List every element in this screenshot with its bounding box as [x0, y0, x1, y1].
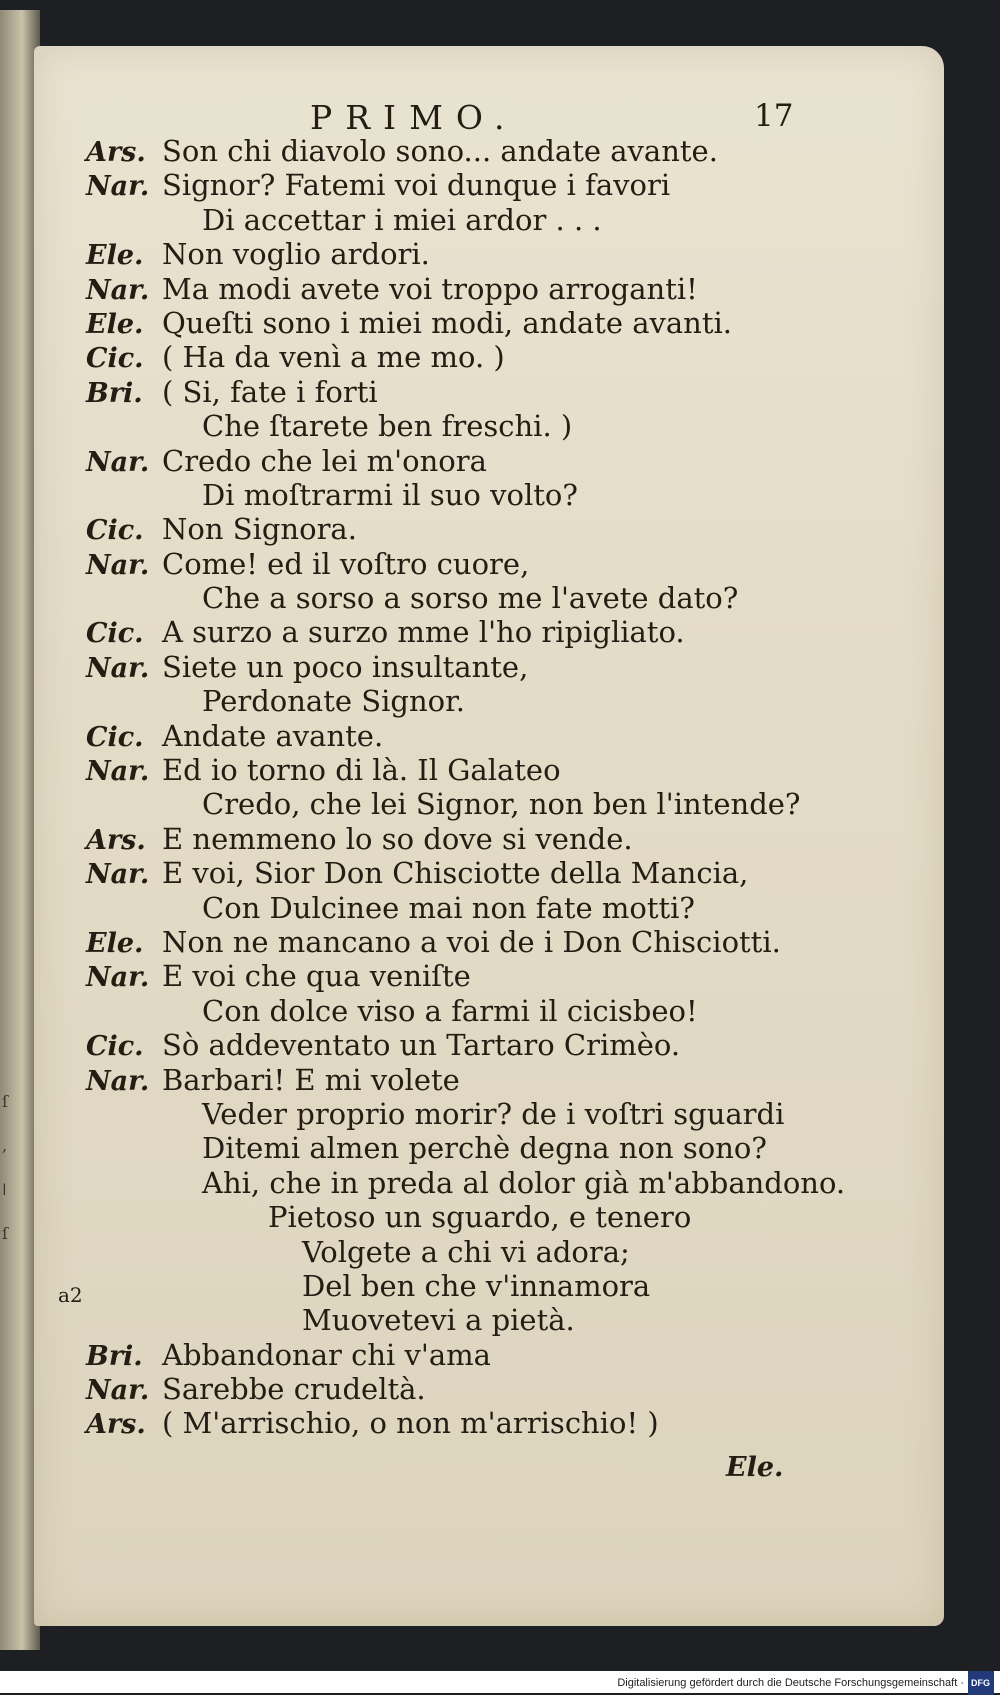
- speaker-label: Nar.: [86, 962, 150, 994]
- dialogue-line: [86, 512, 946, 546]
- dialogue-line: [86, 994, 946, 1028]
- dialogue-line: [86, 1200, 946, 1234]
- line-text: Non voglio ardori.: [162, 237, 430, 272]
- line-text: Sarebbe crudeltà.: [162, 1372, 426, 1407]
- dialogue-line: [86, 719, 946, 753]
- dialogue-line: [86, 753, 946, 787]
- dialogue-line: [86, 891, 946, 925]
- speaker-label: Ars.: [86, 137, 146, 168]
- dialogue-line: [86, 375, 946, 409]
- dialogue-line: [86, 959, 946, 993]
- dialogue-line: [86, 1063, 946, 1097]
- line-text: Perdonate Signor.: [202, 684, 465, 719]
- line-text: Di accettar i miei ardor . . .: [202, 202, 602, 237]
- line-text: Muovetevi a pietà.: [302, 1303, 575, 1338]
- speaker-label: Nar.: [86, 756, 150, 788]
- dialogue-line: [86, 1131, 946, 1165]
- speaker-label: Bri.: [86, 377, 143, 409]
- line-text: Barbari! E mi volete: [162, 1062, 460, 1097]
- dialogue-line: [86, 272, 946, 306]
- dialogue-line: [86, 478, 946, 512]
- dialogue-line: [86, 1372, 946, 1406]
- dialogue-line: [86, 409, 946, 443]
- a2-marker: a2: [58, 1283, 83, 1307]
- dialogue-line: [86, 856, 946, 890]
- speaker-label: Ele.: [86, 308, 144, 340]
- line-text: Con dolce viso a farmi il cicisbeo!: [202, 993, 698, 1028]
- line-text: Che ſtarete ben freschi. ): [202, 409, 573, 444]
- dialogue-line: [86, 1166, 946, 1200]
- line-text: Ditemi almen perchè degna non sono?: [202, 1131, 767, 1166]
- line-text: Son chi diavolo sono... andate avante.: [162, 134, 718, 168]
- line-text: E voi che qua veniſte: [162, 959, 471, 994]
- dialogue-line: [86, 650, 946, 684]
- speaker-label: Ars.: [86, 1409, 146, 1441]
- speaker-label: Nar.: [86, 549, 150, 581]
- dialogue-line: [86, 787, 946, 821]
- dialogue-line: [86, 306, 946, 340]
- line-text: ( Si, fate i forti: [162, 374, 378, 409]
- dialogue-line: [86, 1269, 946, 1303]
- speaker-label: Cic.: [86, 515, 144, 547]
- dialogue-line: [86, 444, 946, 478]
- dialogue-line: [86, 1028, 946, 1062]
- footer-credit: Digitalisierung gefördert durch die Deutsche Forschungsgemeinschaft ·: [617, 1676, 964, 1689]
- line-text: Credo che lei m'onora: [162, 443, 487, 478]
- speaker-label: Nar.: [86, 859, 150, 891]
- line-text: Del ben che v'innamora: [302, 1268, 651, 1303]
- line-text: Ma modi avete voi troppo arroganti!: [162, 271, 698, 306]
- line-text: Siete un poco insultante,: [162, 649, 529, 684]
- speaker-label: Nar.: [86, 1065, 150, 1097]
- line-text: Queſti sono i miei modi, andate avanti.: [162, 305, 732, 340]
- speaker-label: Ars.: [86, 824, 146, 856]
- line-text: Credo, che lei Signor, non ben l'intende?: [202, 787, 801, 822]
- speaker-label: Cic.: [86, 618, 144, 650]
- dialogue-line: [86, 547, 946, 581]
- dialogue-line: [86, 134, 946, 168]
- dialogue-line: [86, 340, 946, 374]
- speaker-label: Nar.: [86, 446, 150, 478]
- speaker-label: Cic.: [86, 721, 144, 753]
- line-text: ( Ha da venì a me mo. ): [162, 340, 505, 375]
- line-text: Non Signora.: [162, 512, 357, 547]
- speaker-label: Nar.: [86, 171, 150, 203]
- line-text: Di moſtrarmi il suo volto?: [202, 477, 578, 512]
- line-text: Non ne mancano a voi de i Don Chisciotti.: [162, 924, 781, 959]
- line-text: ( M'arrischio, o non m'arrischio! ): [162, 1406, 659, 1441]
- speaker-label: Ele.: [86, 240, 144, 272]
- speaker-label: Cic.: [86, 1031, 144, 1063]
- line-text: Abbandonar chi v'ama: [162, 1337, 491, 1372]
- line-text: E voi, Sior Don Chisciotte della Mancia,: [162, 856, 749, 891]
- line-text: Andate avante.: [162, 718, 384, 753]
- line-text: A surzo a surzo mme l'ho ripigliato.: [162, 615, 685, 650]
- line-text: Signor? Fatemi voi dunque i favori: [162, 168, 671, 203]
- dialogue-line: [86, 925, 946, 959]
- line-text: Ed io torno di là. Il Galateo: [162, 753, 561, 788]
- line-text: Sò addeventato un Tartaro Crimèo.: [162, 1028, 681, 1063]
- dialogue-line: [86, 203, 946, 237]
- dialogue-line: [86, 1097, 946, 1131]
- dialogue-line: [86, 1406, 946, 1440]
- dfg-logo: DFG: [968, 1671, 994, 1695]
- line-text: Pietoso un sguardo, e tenero: [268, 1200, 692, 1235]
- dialogue-line: [86, 1303, 946, 1337]
- line-text: Con Dulcinee mai non fate motti?: [202, 890, 695, 925]
- dialogue-line: [86, 684, 946, 718]
- line-text: E nemmeno lo so dove si vende.: [162, 821, 633, 856]
- catchword: Ele.: [726, 1452, 784, 1483]
- speaker-label: Ele.: [86, 927, 144, 959]
- speaker-label: Nar.: [86, 1375, 150, 1407]
- dialogue-line: [86, 615, 946, 649]
- dialogue-line: [86, 581, 946, 615]
- speaker-label: Nar.: [86, 274, 150, 306]
- dialogue-text-block: [86, 134, 946, 1441]
- line-text: Volgete a chi vi adora;: [302, 1234, 630, 1269]
- speaker-label: Bri.: [86, 1340, 143, 1372]
- line-text: Che a sorso a sorso me l'avete dato?: [202, 581, 739, 616]
- digitization-footer: [0, 1671, 1000, 1693]
- dialogue-line: [86, 822, 946, 856]
- dialogue-line: [86, 1235, 946, 1269]
- line-text: Veder proprio morir? de i voſtri sguardi: [202, 1096, 785, 1131]
- facing-page-marks: ſ , ǀ ſ: [2, 1092, 8, 1243]
- dialogue-line: [86, 237, 946, 271]
- running-header: PRIMO.: [310, 98, 518, 137]
- line-text: Ahi, che in preda al dolor già m'abbandono.: [202, 1165, 846, 1200]
- dialogue-line: [86, 168, 946, 202]
- speaker-label: Cic.: [86, 343, 144, 375]
- dialogue-line: [86, 1338, 946, 1372]
- speaker-label: Nar.: [86, 652, 150, 684]
- line-text: Come! ed il voſtro cuore,: [162, 546, 530, 581]
- page-number: 17: [754, 98, 794, 134]
